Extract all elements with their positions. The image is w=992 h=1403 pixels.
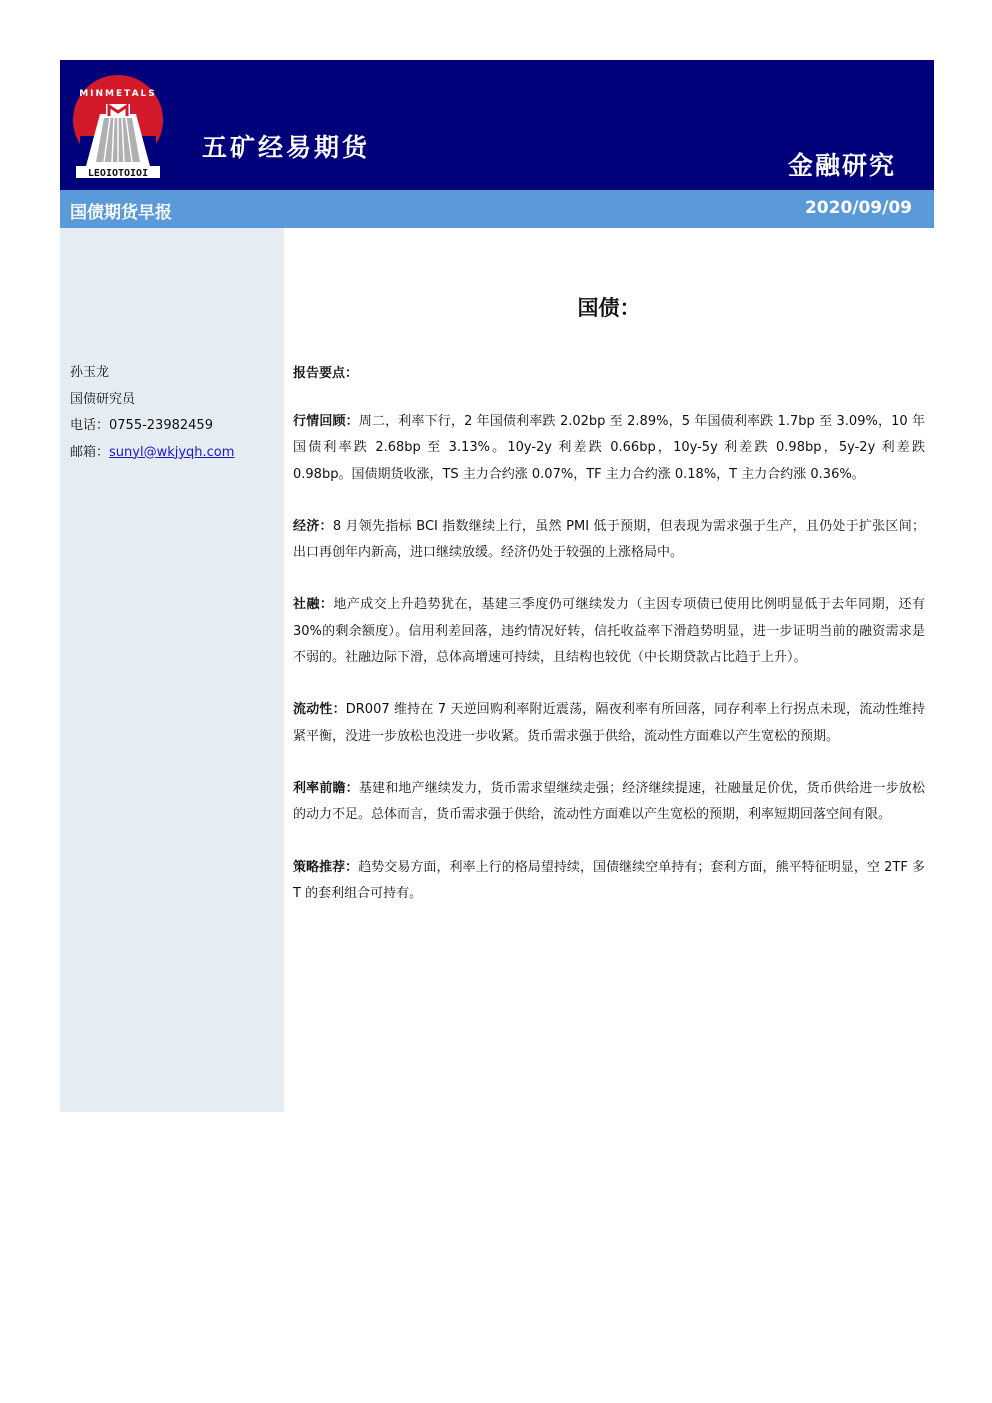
section-market-review	[293, 409, 925, 488]
section-economy	[293, 514, 925, 567]
section-label: 策略推荐：	[293, 859, 359, 875]
section-text: 地产成交上升趋势犹在，基建三季度仍可继续发力（主因专项债已使用比例明显低于去年同期，还有 30%的剩余额度）。信用利差回落，违约情况好转，信托收益率下滑趋势明显，进一步证明当前的融资需求是不弱的。社融边际下滑，总体高增速可持续，且结构也较优（中长期贷款占比趋于上升）。	[293, 597, 925, 666]
section-text: 周二，利率下行，2 年国债利率跌 2.02bp 至 2.89%，5 年国债利率跌 1.7bp 至 3.09%，10 年国债利率跌 2.68bp 至 3.13%。10y-2y 利差跌 0.66bp，10y-5y 利差跌 0.98bp，5y-2y 利差跌 0.98bp。国债期货收涨，TS 主力合约涨 0.07%，TF 主力合约涨 0.18%，T 主力合约涨 0.36%。	[293, 414, 925, 482]
phone-label: 电话：	[70, 418, 110, 433]
phone-value: 0755-23982459	[109, 418, 213, 433]
logo-bottom-text: LEOIOTOIOI	[87, 168, 149, 179]
section-label: 利率前瞻：	[293, 780, 359, 796]
author-name: 孙玉龙	[70, 365, 110, 380]
section-liquidity	[293, 697, 925, 750]
section-label: 流动性：	[293, 702, 346, 718]
section-text: DR007 维持在 7 天逆回购利率附近震荡，隔夜利率有所回落，同存利率上行拐点未现，流动性维持紧平衡，没进一步放松也没进一步收紧。货币需求强于供给，流动性方面难以产生宽松的预期。	[293, 702, 925, 744]
section-text: 趋势交易方面，利率上行的格局望持续，国债继续空单持有；套利方面，熊平特征明显，空 2TF 多 T 的套利组合可持有。	[293, 859, 925, 901]
author-title: 国债研究员	[70, 391, 136, 407]
section-label: 行情回顾：	[293, 414, 359, 429]
section-social-financing	[293, 592, 925, 671]
author-phone	[70, 413, 234, 440]
author-email	[70, 440, 234, 467]
author-sidebar	[60, 228, 284, 1112]
email-link[interactable]: sunyl@wkjyqh.com	[109, 444, 235, 460]
report-type: 国债期货早报	[70, 203, 172, 223]
section-label: 社融：	[293, 597, 334, 613]
report-title: 国债：	[577, 296, 641, 320]
section-text: 8 月领先指标 BCI 指数继续上行，虽然 PMI 低于预期，但表现为需求强于生产，且仍处于扩张区间；出口再创年内新高，进口继续放缓。经济仍处于较强的上涨格局中。	[293, 518, 925, 561]
company-name: 五矿经易期货	[202, 133, 371, 162]
report-body	[293, 360, 925, 933]
report-bar	[60, 190, 934, 228]
page-header	[60, 60, 934, 190]
section-label: 经济：	[293, 518, 333, 534]
key-points-label: 报告要点：	[293, 366, 359, 381]
email-label: 邮箱：	[70, 444, 110, 460]
minmetals-logo	[70, 74, 166, 180]
report-date: 2020/09/09	[804, 198, 912, 218]
section-text: 基建和地产继续发力，货币需求望继续走强；经济继续提速，社融量足价优，货币供给进一步放松的动力不足。总体而言，货币需求强于供给，流动性方面难以产生宽松的预期，利率短期回落空间有限。	[293, 780, 925, 823]
logo-text: MINMETALS	[79, 89, 157, 99]
section-rate-outlook	[293, 776, 925, 829]
author-info	[70, 360, 234, 466]
section-strategy	[293, 855, 925, 908]
department-title: 金融研究	[787, 151, 896, 180]
